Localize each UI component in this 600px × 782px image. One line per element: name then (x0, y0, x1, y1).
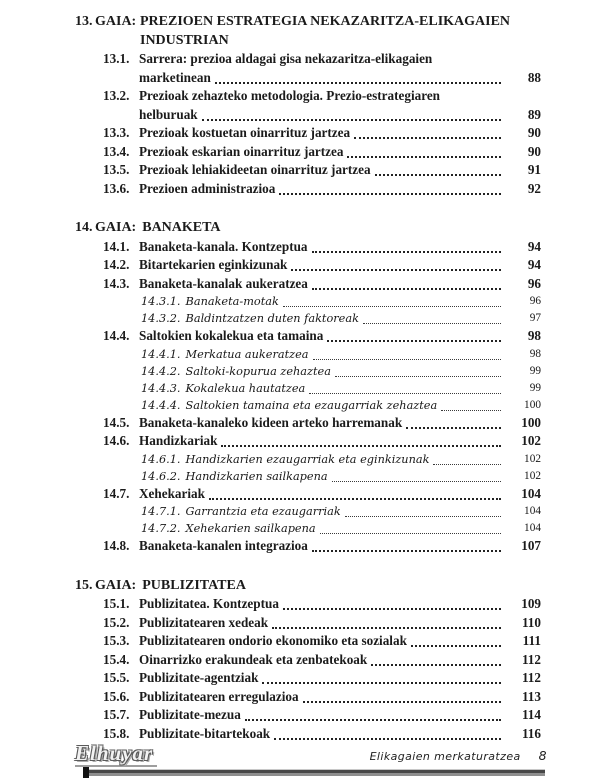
page-number: 92 (527, 180, 541, 196)
toc-entry (75, 327, 541, 346)
dot-leader (363, 310, 501, 324)
dot-leader (303, 688, 501, 703)
entry-text: Bitartekarien eginkizunak (139, 257, 288, 272)
entry-text: Publizitatearen xedeak (139, 614, 269, 630)
page-number: 104 (521, 485, 541, 501)
footer-booklet-title: Elikagaien merkaturatzea (369, 750, 521, 763)
page-number: 104 (524, 505, 541, 517)
toc-entry (75, 706, 541, 725)
toc-section (75, 219, 541, 556)
entry-text: Prezioak zehazteko metodologia. Prezio-estrategiaren (139, 88, 441, 103)
entry-text: Publizitate-agentziak (139, 670, 259, 685)
dot-leader (221, 432, 501, 447)
entry-text: Prezioen administrazioa (139, 180, 276, 196)
toc-entry (75, 651, 541, 670)
dot-leader (313, 346, 502, 360)
entry-text: Baldintzatzen duten faktoreak (185, 312, 359, 325)
entry-number: 14.6.2. (141, 469, 181, 483)
entry-text: helburuak (139, 106, 198, 122)
toc-entry-continuation (75, 69, 541, 88)
dot-leader (309, 380, 501, 394)
entry-number: 14.3. (103, 275, 130, 291)
entry-text: Kokalekua hautatzea (185, 381, 306, 395)
section-number: 14. (75, 220, 93, 235)
entry-number: 14.7.2. (141, 522, 181, 535)
entry-number: 14.7. (103, 485, 130, 501)
page-number: 91 (527, 162, 541, 177)
dot-leader (371, 651, 501, 666)
entry-text: Publizitatea. Kontzeptua (139, 596, 279, 611)
entry-number: 14.4. (103, 328, 130, 343)
section-label: GAIA: (95, 577, 137, 593)
section-title (142, 577, 246, 596)
section-title-line: BANAKETA (142, 220, 221, 235)
page-number: 110 (521, 614, 541, 630)
dot-leader (335, 363, 501, 377)
toc-subentry (75, 468, 541, 485)
page-number: 99 (529, 364, 541, 377)
page-number: 96 (527, 275, 541, 291)
entry-number: 15.5. (103, 670, 130, 685)
dot-leader (272, 614, 501, 629)
dot-leader (312, 537, 501, 552)
section-header (75, 577, 541, 596)
section-title-line: PUBLIZITATEA (142, 577, 246, 593)
entry-number: 14.8. (103, 538, 130, 553)
toc-subentry (75, 380, 541, 397)
toc-subentry (75, 346, 541, 363)
toc-entry (75, 432, 541, 451)
footer-bar-cap (83, 767, 89, 778)
entry-number: 13.2. (103, 88, 130, 103)
toc-entry (75, 595, 541, 614)
entry-number: 13.5. (103, 162, 130, 177)
page-number: 111 (522, 633, 541, 648)
dot-leader (209, 485, 501, 500)
dot-leader (312, 238, 501, 253)
dot-leader (411, 632, 501, 647)
page-number: 113 (521, 688, 541, 704)
page-number: 100 (524, 398, 541, 411)
entry-text: Banaketa-kanalen integrazioa (139, 538, 308, 553)
entry-text: Handizkarien sailkapena (185, 469, 328, 483)
page-number: 102 (524, 452, 541, 465)
toc-entry (75, 632, 541, 651)
toc-entry (75, 143, 541, 162)
footer-right (370, 748, 547, 767)
toc-entry (75, 87, 541, 106)
page-number: 116 (521, 725, 541, 741)
dot-leader (354, 124, 501, 139)
toc-entry (75, 50, 541, 69)
toc-entry (75, 124, 541, 143)
entry-number: 13.4. (103, 143, 130, 159)
entry-number: 14.3.2. (141, 312, 181, 325)
page-number: 112 (521, 670, 541, 685)
entry-number: 15.2. (103, 614, 130, 630)
page-number: 96 (529, 295, 541, 307)
page-number: 98 (527, 328, 541, 343)
dot-leader (202, 106, 501, 121)
toc-entry (75, 688, 541, 707)
entry-text: Publizitatearen ondorio ekonomiko eta sozialak (139, 633, 407, 648)
toc-entry (75, 537, 541, 556)
toc-entry (75, 414, 541, 433)
entry-number: 14.4.1. (141, 347, 181, 361)
toc-entry (75, 485, 541, 504)
entry-number: 14.4.2. (141, 364, 181, 378)
footer-logo-block (75, 743, 157, 767)
toc-subentry (75, 520, 541, 537)
page-number: 90 (527, 143, 541, 159)
entry-text: Prezioak kostuetan oinarrituz jartzea (139, 125, 351, 140)
page-number: 97 (529, 312, 541, 324)
section-header (75, 219, 541, 238)
entry-number: 14.3.1. (141, 295, 181, 308)
toc-section (75, 13, 541, 198)
entry-text: Saltoki-kopurua zehaztea (185, 364, 331, 378)
entry-text: Oinarrizko erakundeak eta zenbatekoak (139, 651, 368, 667)
entry-number: 15.3. (103, 633, 130, 648)
page-number: 94 (527, 257, 541, 272)
dot-leader (262, 669, 501, 684)
entry-number: 14.4.3. (141, 381, 181, 395)
section-title (142, 219, 220, 238)
entry-text: Banaketa-kanalak aukeratzea (139, 275, 308, 291)
entry-text: Sarrera: prezioa aldagai gisa nekazaritza-elikagaien (139, 51, 433, 66)
entry-text: Publizitate-bitartekoak (139, 725, 271, 741)
footer-bar (83, 769, 545, 776)
dot-leader (375, 161, 501, 176)
toc-section (75, 577, 541, 744)
page-number: 114 (521, 707, 541, 722)
dot-leader (320, 520, 501, 534)
dot-leader (279, 180, 501, 195)
page-footer (75, 743, 547, 776)
entry-number: 14.4.4. (141, 398, 181, 412)
dot-leader (291, 256, 501, 271)
entry-text: Merkatua aukeratzea (185, 347, 309, 361)
dot-leader (345, 503, 501, 517)
dot-leader (283, 293, 501, 307)
toc-subentry (75, 503, 541, 520)
dot-leader (332, 468, 501, 482)
toc-subentry (75, 310, 541, 327)
page-number: 109 (521, 596, 541, 611)
dot-leader (433, 451, 501, 465)
section-title-line: PREZIOEN ESTRATEGIA NEKAZARITZA-ELIKAGAIEN (140, 14, 511, 29)
dot-leader (274, 725, 501, 740)
entry-number: 14.2. (103, 257, 130, 272)
dot-leader (215, 69, 501, 84)
section-label: GAIA: (95, 14, 137, 29)
toc-entry (75, 275, 541, 294)
entry-number: 13.6. (103, 180, 130, 196)
entry-text: Saltokien tamaina eta ezaugarriak zehaztea (185, 398, 438, 412)
entry-text: Publizitatearen erregulazioa (139, 688, 299, 704)
footer-logo: Elhuyar (75, 741, 154, 765)
entry-number: 14.5. (103, 414, 130, 430)
footer-page-number: 8 (538, 748, 547, 763)
entry-text: Handizkarien ezaugarriak eta eginkizunak (185, 452, 430, 466)
entry-number: 14.6.1. (141, 452, 181, 466)
toc-entry-continuation (75, 106, 541, 125)
page-number: 104 (524, 522, 541, 534)
page-number: 88 (527, 69, 541, 85)
entry-text: Garrantzia eta ezaugarriak (185, 505, 341, 518)
section-number: 15. (75, 577, 93, 593)
entry-text: Banaketa-motak (185, 295, 279, 308)
page-number: 102 (524, 469, 541, 482)
toc-entry (75, 669, 541, 688)
entry-text: Xehekariak (139, 485, 205, 501)
page-number: 94 (527, 238, 541, 254)
dot-leader (327, 327, 501, 342)
page-number: 99 (529, 381, 541, 394)
entry-text: Saltokien kokalekua eta tamaina (139, 328, 324, 343)
toc-entry (75, 180, 541, 199)
toc-entry (75, 256, 541, 275)
entry-number: 13.3. (103, 125, 130, 140)
entry-number: 14.1. (103, 238, 130, 254)
toc-entry (75, 238, 541, 257)
section-number: 13. (75, 14, 93, 29)
entry-number: 15.7. (103, 707, 130, 722)
page-number: 98 (529, 347, 541, 360)
dot-leader (312, 275, 501, 290)
toc-entry (75, 161, 541, 180)
toc-subentry (75, 397, 541, 414)
dot-leader (406, 414, 501, 429)
entry-text: Banaketa-kanala. Kontzeptua (139, 238, 308, 254)
toc-entry (75, 614, 541, 633)
page-number: 102 (521, 433, 541, 448)
page-number: 112 (521, 651, 541, 667)
entry-text: Banaketa-kanaleko kideen arteko harremanak (139, 414, 403, 430)
toc-subentry (75, 363, 541, 380)
entry-text: Handizkariak (139, 433, 218, 448)
section-header (75, 13, 541, 50)
dot-leader (245, 706, 501, 721)
toc-subentry (75, 451, 541, 468)
entry-number: 14.7.1. (141, 505, 181, 518)
entry-number: 13.1. (103, 51, 130, 66)
entry-text: marketinean (139, 69, 211, 85)
entry-text: Prezioak eskarian oinarrituz jartzea (139, 143, 344, 159)
entry-number: 15.4. (103, 651, 130, 667)
dot-leader (441, 397, 501, 411)
page-number: 107 (521, 538, 541, 553)
entry-number: 15.6. (103, 688, 130, 704)
page-number: 100 (521, 414, 541, 430)
page-number: 90 (527, 125, 541, 140)
footer-row (75, 743, 547, 767)
section-title-line: INDUSTRIAN (140, 32, 229, 48)
entry-number: 14.6. (103, 433, 130, 448)
dot-leader (347, 143, 501, 158)
entry-text: Publizitate-mezua (139, 707, 241, 722)
entry-text: Xehekarien sailkapena (185, 522, 316, 535)
dot-leader (283, 595, 501, 610)
entry-number: 15.1. (103, 596, 130, 611)
page-number: 89 (527, 106, 541, 122)
table-of-contents (75, 13, 541, 743)
toc-subentry (75, 293, 541, 310)
section-label: GAIA: (95, 220, 137, 235)
section-title (140, 13, 510, 50)
entry-text: Prezioak lehiakideetan oinarrituz jartzea (139, 162, 371, 177)
entry-number: 15.8. (103, 725, 130, 741)
